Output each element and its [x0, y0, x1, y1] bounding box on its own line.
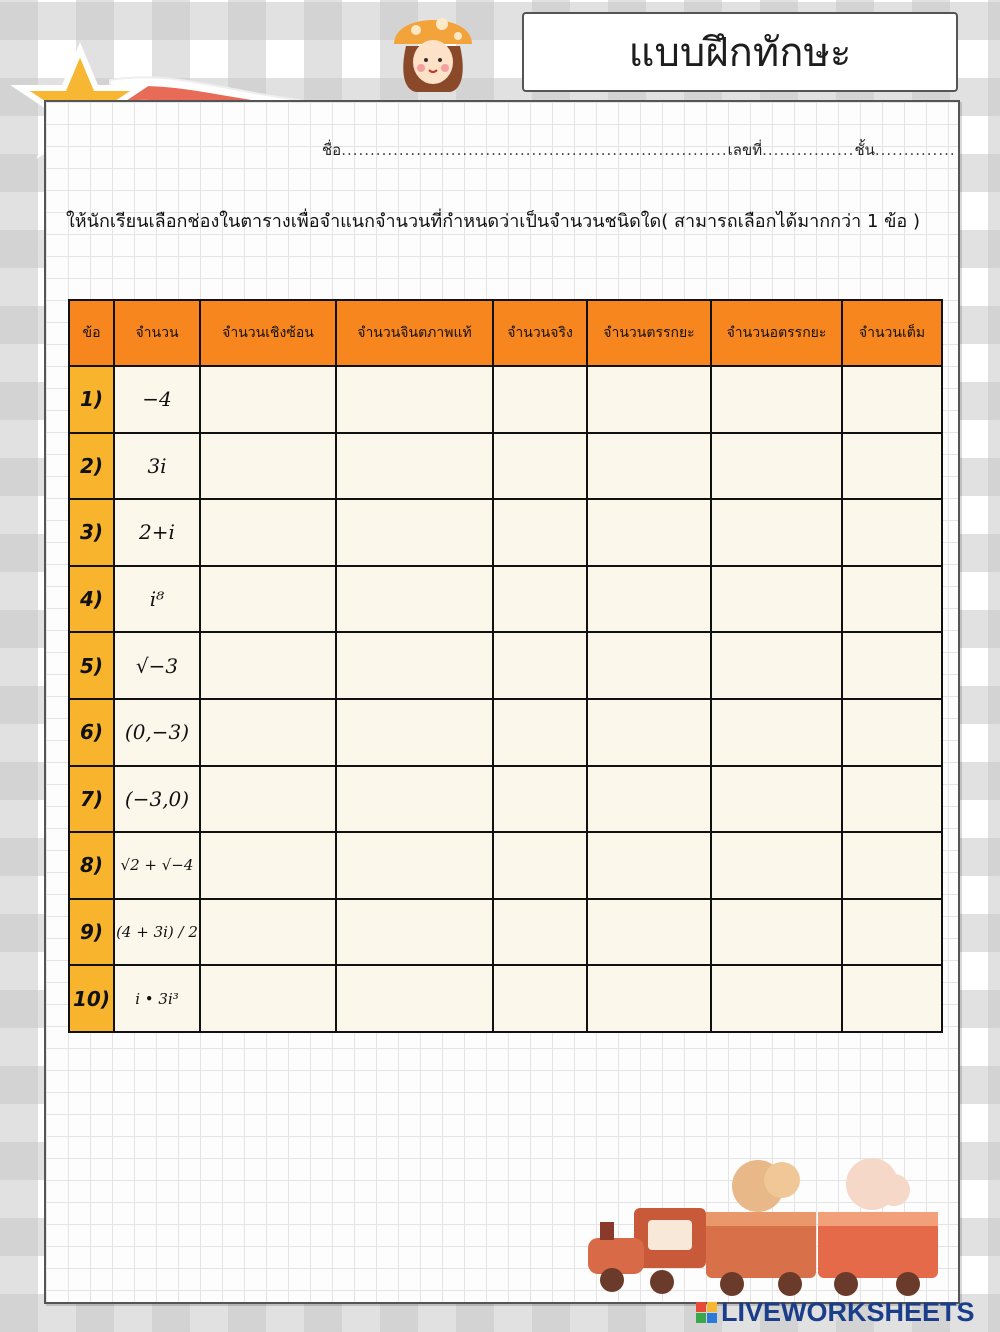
answer-cell-real[interactable] [493, 499, 587, 566]
answer-cell-rational[interactable] [587, 366, 711, 433]
answer-cell-rational[interactable] [587, 766, 711, 833]
row-number: 4) [69, 566, 114, 633]
answer-cell-pure-imaginary[interactable] [336, 632, 493, 699]
answer-cell-irrational[interactable] [711, 832, 842, 899]
name-field[interactable]: ................................................................... [341, 141, 728, 159]
answer-cell-integer[interactable] [842, 366, 942, 433]
number-field[interactable]: ................ [762, 141, 855, 159]
table-row [69, 499, 942, 566]
answer-cell-irrational[interactable] [711, 965, 842, 1032]
table-row [69, 433, 942, 500]
number-value: √−3 [114, 632, 200, 699]
row-number: 6) [69, 699, 114, 766]
class-label: ชั้น [854, 141, 875, 159]
header-irrational: จำนวนอตรรกยะ [711, 300, 842, 366]
liveworksheets-watermark [696, 1296, 975, 1328]
answer-cell-pure-imaginary[interactable] [336, 832, 493, 899]
answer-cell-complex[interactable] [200, 366, 336, 433]
answer-cell-pure-imaginary[interactable] [336, 899, 493, 966]
answer-cell-rational[interactable] [587, 899, 711, 966]
number-value: (−3,0) [114, 766, 200, 833]
answer-cell-rational[interactable] [587, 832, 711, 899]
answer-cell-rational[interactable] [587, 433, 711, 500]
row-number: 5) [69, 632, 114, 699]
answer-cell-irrational[interactable] [711, 366, 842, 433]
answer-cell-pure-imaginary[interactable] [336, 566, 493, 633]
answer-cell-complex[interactable] [200, 965, 336, 1032]
answer-cell-integer[interactable] [842, 965, 942, 1032]
header-integer: จำนวนเต็ม [842, 300, 942, 366]
answer-cell-irrational[interactable] [711, 566, 842, 633]
worksheet-title: แบบฝึกทักษะ [522, 12, 958, 92]
answer-cell-integer[interactable] [842, 499, 942, 566]
answer-cell-pure-imaginary[interactable] [336, 499, 493, 566]
answer-cell-integer[interactable] [842, 433, 942, 500]
table-row [69, 965, 942, 1032]
answer-cell-real[interactable] [493, 433, 587, 500]
answer-cell-complex[interactable] [200, 832, 336, 899]
mushroom-girl-icon [386, 2, 480, 94]
answer-cell-real[interactable] [493, 832, 587, 899]
answer-cell-pure-imaginary[interactable] [336, 766, 493, 833]
table-row [69, 766, 942, 833]
table-row [69, 899, 942, 966]
number-value: i • 3i³ [114, 965, 200, 1032]
answer-cell-real[interactable] [493, 632, 587, 699]
table-row [69, 632, 942, 699]
number-value: 2+i [114, 499, 200, 566]
answer-cell-complex[interactable] [200, 766, 336, 833]
answer-cell-rational[interactable] [587, 965, 711, 1032]
instruction-text: ให้นักเรียนเลือกช่องในตารางเพื่อจำแนกจำนวนที่กำหนดว่าเป็นจำนวนชนิดใด( สามารถเลือกได้มากกว่า 1 ข้อ ) [66, 211, 920, 232]
table-row [69, 566, 942, 633]
header-no: ข้อ [69, 300, 114, 366]
train-icon [582, 1150, 942, 1300]
header-rational: จำนวนตรรกยะ [587, 300, 711, 366]
row-number: 2) [69, 433, 114, 500]
row-number: 3) [69, 499, 114, 566]
row-number: 9) [69, 899, 114, 966]
number-value: (4 + 3i) / 2 [114, 899, 200, 966]
row-number: 8) [69, 832, 114, 899]
answer-cell-real[interactable] [493, 965, 587, 1032]
number-value: 3i [114, 433, 200, 500]
answer-cell-real[interactable] [493, 566, 587, 633]
row-number: 10) [69, 965, 114, 1032]
watermark-text: LIVEWORKSHEETS [721, 1296, 975, 1327]
number-value: √2 + √−4 [114, 832, 200, 899]
student-info-line [322, 138, 956, 162]
number-value: i⁸ [114, 566, 200, 633]
answer-cell-real[interactable] [493, 699, 587, 766]
answer-cell-real[interactable] [493, 899, 587, 966]
answer-cell-pure-imaginary[interactable] [336, 699, 493, 766]
answer-cell-complex[interactable] [200, 566, 336, 633]
answer-cell-pure-imaginary[interactable] [336, 366, 493, 433]
answer-cell-complex[interactable] [200, 899, 336, 966]
answer-cell-integer[interactable] [842, 566, 942, 633]
answer-cell-rational[interactable] [587, 699, 711, 766]
class-field[interactable]: .............. [874, 141, 956, 159]
answer-cell-complex[interactable] [200, 699, 336, 766]
answer-cell-irrational[interactable] [711, 699, 842, 766]
answer-cell-real[interactable] [493, 366, 587, 433]
table-row [69, 366, 942, 433]
answer-cell-rational[interactable] [587, 499, 711, 566]
answer-cell-irrational[interactable] [711, 899, 842, 966]
answer-cell-integer[interactable] [842, 832, 942, 899]
classification-table [68, 299, 943, 1033]
row-number: 7) [69, 766, 114, 833]
answer-cell-complex[interactable] [200, 433, 336, 500]
table-row [69, 832, 942, 899]
answer-cell-irrational[interactable] [711, 766, 842, 833]
answer-cell-pure-imaginary[interactable] [336, 965, 493, 1032]
answer-cell-irrational[interactable] [711, 433, 842, 500]
answer-cell-integer[interactable] [842, 632, 942, 699]
answer-cell-real[interactable] [493, 766, 587, 833]
answer-cell-rational[interactable] [587, 632, 711, 699]
number-value: −4 [114, 366, 200, 433]
answer-cell-integer[interactable] [842, 766, 942, 833]
name-label: ชื่อ [322, 141, 342, 159]
answer-cell-complex[interactable] [200, 499, 336, 566]
number-value: (0,−3) [114, 699, 200, 766]
table-row [69, 699, 942, 766]
answer-cell-irrational[interactable] [711, 632, 842, 699]
header-real: จำนวนจริง [493, 300, 587, 366]
number-label: เลขที่ [727, 141, 763, 159]
answer-cell-complex[interactable] [200, 632, 336, 699]
answer-cell-rational[interactable] [587, 566, 711, 633]
answer-cell-pure-imaginary[interactable] [336, 433, 493, 500]
header-complex: จำนวนเชิงซ้อน [200, 300, 336, 366]
answer-cell-irrational[interactable] [711, 499, 842, 566]
answer-cell-integer[interactable] [842, 899, 942, 966]
table-header-row [69, 300, 942, 366]
header-pure-imaginary: จำนวนจินตภาพแท้ [336, 300, 493, 366]
header-number: จำนวน [114, 300, 200, 366]
liveworksheets-logo-icon [696, 1302, 717, 1323]
row-number: 1) [69, 366, 114, 433]
answer-cell-integer[interactable] [842, 699, 942, 766]
